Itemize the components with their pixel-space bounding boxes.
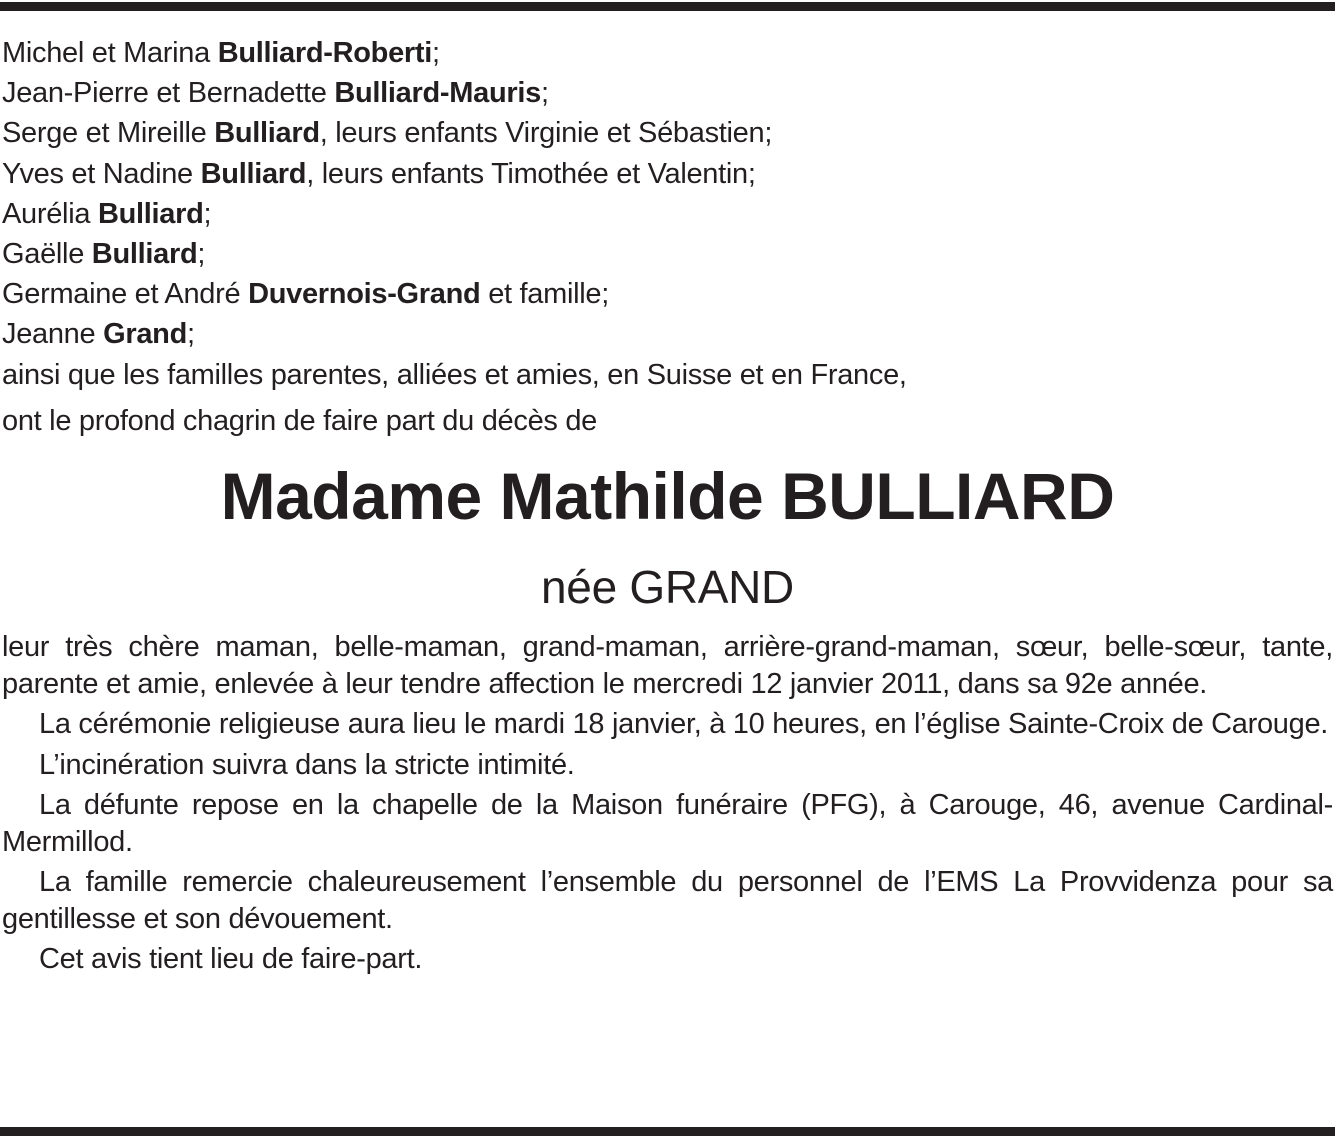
deceased-name: Madame Mathilde BULLIARD: [220, 459, 1115, 533]
family-line: Aurélia Bulliard;: [2, 197, 212, 230]
family-line: Germaine et André Duvernois-Grand et famille;: [2, 278, 610, 311]
bottom-rule: [0, 1127, 1335, 1136]
family-line: Gaëlle Bulliard;: [2, 238, 206, 271]
ceremony-paragraph: La cérémonie religieuse aura lieu le mardi 18 janvier, à 10 heures, en l’église Sainte-Croix de Carouge.: [39, 708, 1329, 740]
thanks-paragraph: La famille remercie chaleureusement l’ensemble du personnel de l’EMS La Provvidenza pour sa gentillesse et son dévouement.: [2, 866, 1333, 935]
chapel-paragraph: La défunte repose en la chapelle de la Maison funéraire (PFG), à Carouge, 46, avenue Cardinal-Mermillod.: [2, 789, 1333, 858]
tribute-paragraph: leur très chère maman, belle-maman, grand-maman, arrière-grand-maman, sœur, belle-sœur, tante, parente et amie, enlevée à leur tendre affection le mercredi 12 janvier 2011, dans sa 92e année.: [2, 631, 1333, 700]
family-line: Jeanne Grand;: [2, 318, 195, 351]
family-list: [2, 33, 1322, 395]
family-line: Yves et Nadine Bulliard, leurs enfants Timothée et Valentin;: [2, 157, 756, 190]
cremation-paragraph: L’incinération suivra dans la stricte intimité.: [39, 748, 575, 781]
top-rule: [0, 2, 1335, 11]
family-line: Michel et Marina Bulliard-Roberti;: [2, 37, 440, 69]
notice-paragraph: Cet avis tient lieu de faire-part.: [39, 943, 423, 975]
family-line: Serge et Mireille Bulliard, leurs enfants Virginie et Sébastien;: [2, 117, 773, 150]
announcement-intro: ont le profond chagrin de faire part du décès de: [2, 405, 598, 437]
family-line: ainsi que les familles parentes, alliées et amies, en Suisse et en France,: [2, 358, 907, 391]
maiden-name: née GRAND: [541, 561, 794, 613]
family-line: Jean-Pierre et Bernadette Bulliard-Mauris;: [2, 77, 549, 110]
announcement-body: [2, 629, 1333, 982]
